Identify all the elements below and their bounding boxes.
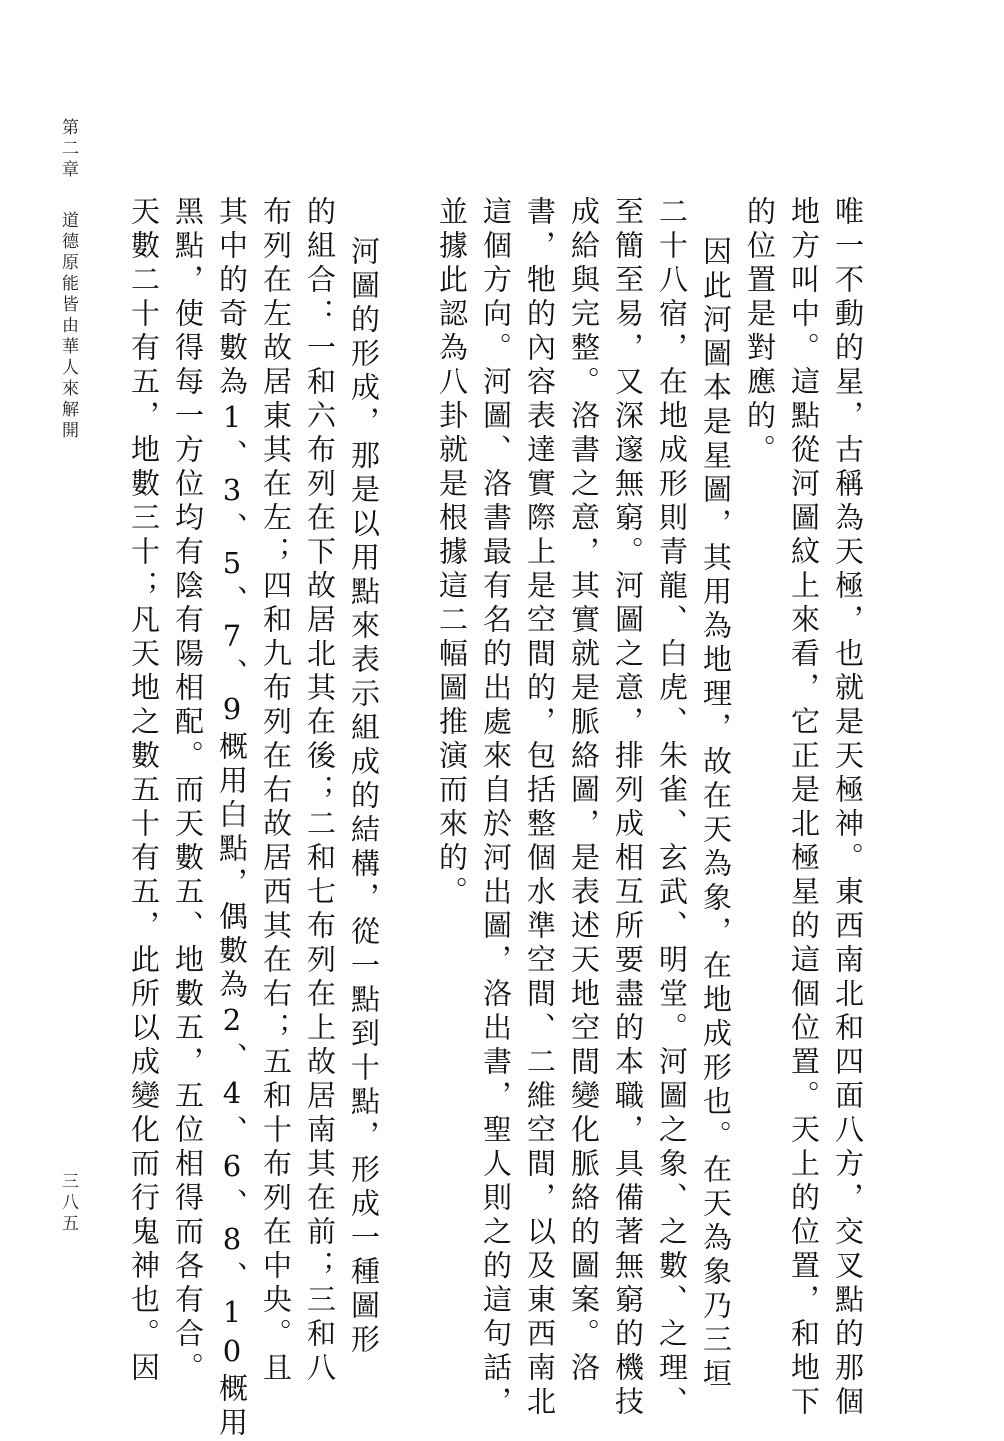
text-column-13: 布列在左故居東其在左；四和九布列在右故居西其在右；五和十布列在中央。且 [259,196,293,1386]
text-column-6: 至簡至易，又深邃無窮。河圖之意，排列成相互所要盡的本職，具備著無窮的機技 [611,196,645,1420]
text-column-10: 並據此認為八卦就是根據這二幅圖推演而來的。 [435,196,469,910]
text-column-9: 這個方向。河圖、洛書最有名的出處來自於河出圖，洛出書，聖人則之的這句話， [479,196,513,1420]
text-column-2: 地方叫中。這點從河圖紋上來看，它正是北極星的這個位置。天上的位置，和地下 [787,196,821,1420]
text-column-8: 書，牠的內容表達實際上是空間的，包括整個水準空間、二維空間，以及東西南北 [523,196,557,1420]
text-column-16: 天數二十有五，地數三十；凡天地之數五十有五，此所以成變化而行鬼神也。因 [127,196,161,1386]
text-column-3: 的位置是對應的。 [743,196,777,468]
book-title: 道德原能皆由華人來解開 [58,211,78,442]
text-column-4: 因此河圖本是星圖，其用為地理，故在天為象，在地成形也。在天為象乃三垣 [699,236,733,1392]
running-header [56,118,80,442]
text-column-12: 的組合：一和六布列在下故居北其在後；二和七布列在上故居南其在前；三和八 [303,196,337,1386]
text-column-7: 成給與完整。洛書之意，其實就是脈絡圖，是表述天地空間變化脈絡的圖案。洛 [567,196,601,1386]
page-number: 三八五 [58,1172,78,1235]
chapter-label: 第二章 [58,118,78,181]
text-column-1: 唯一不動的星，古稱為天極，也就是天極神。東西南北和四面八方，交叉點的那個 [831,196,865,1420]
text-column-14: 其中的奇數為1、3、5、7、9概用白點，偶數為2、4、6、8、10概用 [215,196,249,1441]
text-column-15: 黑點，使得每一方位均有陰有陽相配。而天數五、地數五，五位相得而各有合。 [171,196,205,1386]
text-column-11: 河圖的形成，那是以用點來表示組成的結構，從一點到十點，形成一種圖形 [347,236,381,1358]
text-column-5: 二十八宿，在地成形則青龍、白虎、朱雀、玄武、明堂。河圖之象、之數、之理、 [655,196,689,1420]
